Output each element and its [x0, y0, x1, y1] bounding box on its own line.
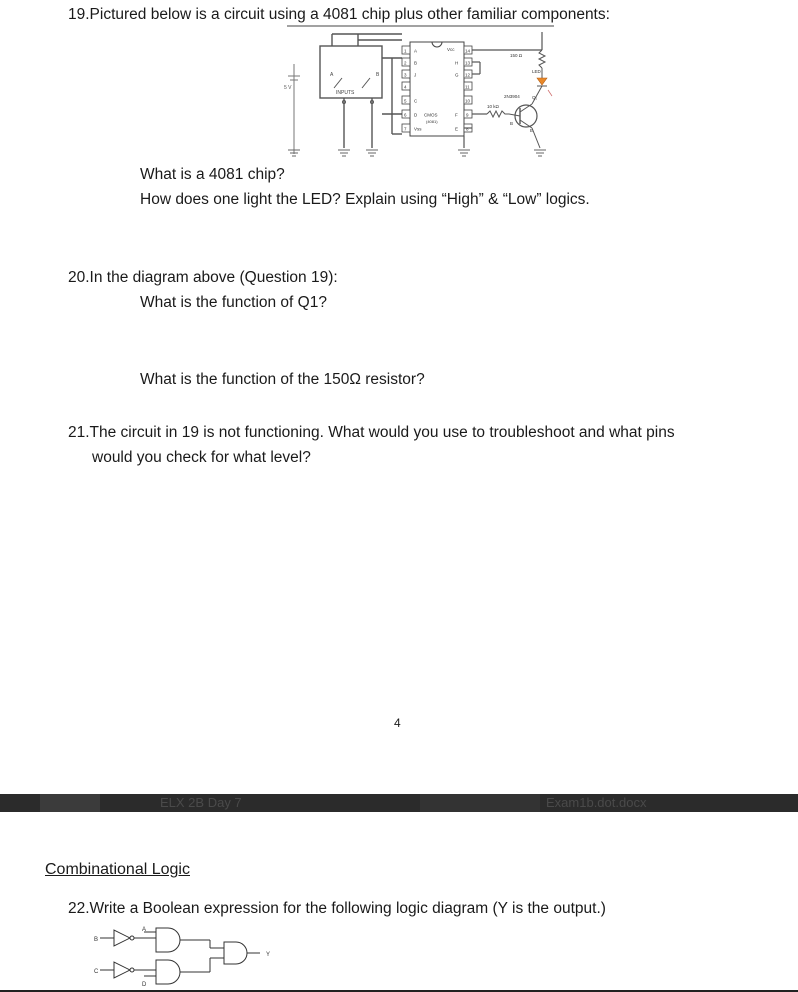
page-number: 4 — [394, 716, 401, 730]
chip-cmos-label: CMOS — [424, 112, 438, 118]
section-title: Combinational Logic — [45, 861, 190, 878]
pin-6-name: D — [414, 112, 418, 118]
pin-4-num: 4 — [404, 84, 407, 90]
transistor-label: 2N3904 — [504, 94, 520, 99]
pin-9-name: F — [455, 112, 458, 118]
question-22-prompt: 22.Write a Boolean expression for the following logic diagram (Y is the output.) — [68, 900, 606, 917]
question-20-sub-2: What is the function of the 150Ω resistor? — [140, 371, 425, 388]
question-21-line-1: 21.The circuit in 19 is not functioning. What would you use to troubleshoot and what pins — [68, 424, 675, 441]
pin-13-name: H — [455, 60, 459, 66]
pin-14-num: 14 — [465, 48, 471, 54]
pin-11-num: 11 — [465, 84, 470, 90]
vss-label: Vss — [414, 126, 422, 132]
vcc-label: Vcc — [447, 47, 455, 52]
pin-1-name: A — [414, 48, 418, 54]
footer-left-text: ELX 2B Day 7 — [160, 795, 242, 810]
inputs-label: INPUTS — [336, 90, 355, 96]
emitter-label: E — [530, 128, 534, 133]
switch-b-label: B — [376, 72, 380, 78]
pin-5-name: C — [414, 98, 418, 104]
input-b-label: B — [94, 937, 99, 943]
question-19-sub-1: What is a 4081 chip? — [140, 166, 285, 183]
pin-10-num: 10 — [465, 98, 471, 104]
pin-2-name: B — [414, 60, 418, 66]
logic-diagram — [90, 924, 290, 990]
base-label: B — [510, 121, 514, 126]
input-c-label: C — [94, 969, 99, 975]
pin-6-num: 6 — [404, 112, 407, 118]
question-21-line-2: would you check for what level? — [92, 449, 311, 466]
pin-2-num: 2 — [404, 60, 407, 66]
pin-13-num: 13 — [465, 60, 471, 66]
transistor-ref-label: Q₁ — [532, 95, 538, 100]
pin-1-num: 1 — [404, 48, 407, 54]
pin-8-name: E — [455, 126, 459, 132]
pin-8-num: 8 — [466, 126, 469, 132]
pin-3-name: J — [414, 72, 417, 78]
question-20-prompt: 20.In the diagram above (Question 19): — [68, 269, 338, 286]
footer-right-text: Exam1b.dot.docx — [546, 795, 647, 810]
question-19-sub-2: How does one light the LED? Explain using “High” & “Low” logics. — [140, 191, 590, 208]
circuit-diagram — [282, 24, 562, 164]
switch-a-label: A — [330, 72, 334, 78]
footer-bar — [0, 794, 798, 812]
node-a-label: A — [142, 927, 147, 933]
pin-3-num: 3 — [404, 72, 407, 78]
base-resistor-label: 10 kΩ — [487, 104, 499, 109]
pin-9-num: 9 — [466, 112, 469, 118]
question-19-prompt: 19.Pictured below is a circuit using a 4081 chip plus other familiar components: — [68, 6, 610, 23]
footer-shade-1 — [40, 794, 100, 812]
pin-12-num: 12 — [465, 72, 471, 78]
led-label: LED — [532, 69, 541, 74]
supply-label: 5 V — [284, 85, 292, 91]
resistor-150-label: 150 Ω — [510, 53, 523, 58]
pin-5-num: 5 — [404, 98, 407, 104]
node-d-label: D — [142, 982, 147, 988]
pin-12-name: G — [455, 72, 459, 78]
output-y-label: Y — [266, 952, 271, 958]
footer-shade-2 — [420, 794, 540, 812]
chip-number-label: (4081) — [426, 119, 438, 124]
pin-7-num: 7 — [404, 126, 407, 132]
question-20-sub-1: What is the function of Q1? — [140, 294, 327, 311]
